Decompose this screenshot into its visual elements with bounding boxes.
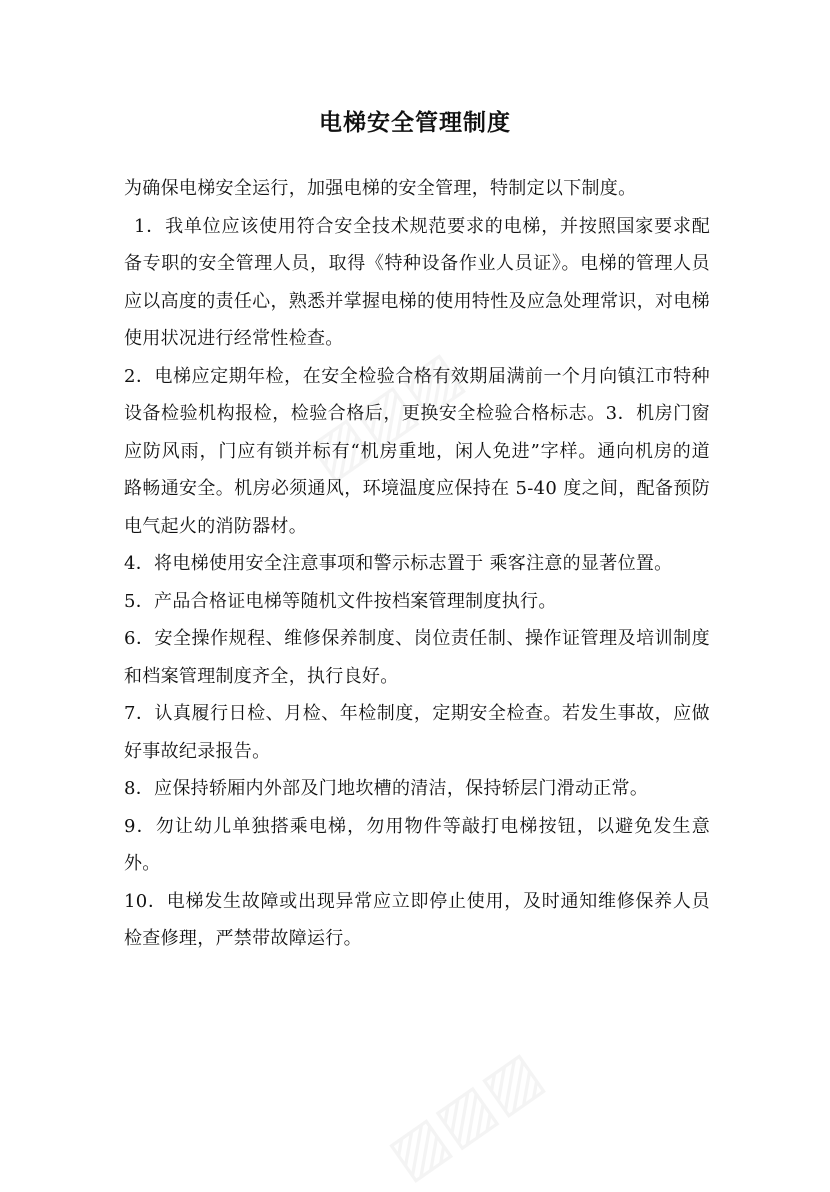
rule-paragraph-1: 1．我单位应该使用符合安全技术规范要求的电梯，并按照国家要求配备专职的安全管理人员，取得《特种设备作业人员证》。电梯的管理人员应以高度的责任心，熟悉并掌握电梯的使用特性及应急处理常识，对电梯使用状况进行经常性检查。 (124, 215, 710, 349)
rule-paragraph-8: 8．应保持轿厢内外部及门地坎槽的清洁，保持轿层门滑动正常。 (124, 778, 649, 799)
rule-paragraph-4: 4．将电梯使用安全注意事项和警示标志置于 乘客注意的显著位置。 (124, 553, 673, 574)
rule-paragraph-5: 5．产品合格证电梯等随机文件按档案管理制度执行。 (124, 590, 557, 612)
page-title: 电梯安全管理制度 (319, 109, 511, 136)
watermark (375, 1038, 554, 1192)
rule-paragraph-6: 6．安全操作规程、维修保养制度、岗位责任制、操作证管理及培训制度和档案管理制度齐全，执行良好。 (124, 628, 710, 687)
rule-paragraph-10: 10．电梯发生故障或出现异常应立即停止使用，及时通知维修保养人员检查修理，严禁带故障运行。 (124, 890, 710, 949)
intro-paragraph: 为确保电梯安全运行，加强电梯的安全管理，特制定以下制度。 (124, 178, 637, 199)
document-body (124, 170, 710, 958)
rule-paragraph-7: 7．认真履行日检、月检、年检制度，定期安全检查。若发生事故，应做好事故纪录报告。 (124, 703, 710, 762)
rule-paragraph-2-3: 2．电梯应定期年检，在安全检验合格有效期届满前一个月向镇江市特种设备检验机构报检，检验合格后，更换安全检验合格标志。3．机房门窗应防风雨，门应有锁并标有“机房重地，闲人免进”字样。通向机房的道路畅通安全。机房必须通风，环境温度应保持在 5-40 度之间，配备预防电气起火的消防器材。 (124, 365, 710, 537)
rule-paragraph-9: 9．勿让幼儿单独搭乘电梯，勿用物件等敲打电梯按钮，以避免发生意外。 (124, 815, 710, 874)
